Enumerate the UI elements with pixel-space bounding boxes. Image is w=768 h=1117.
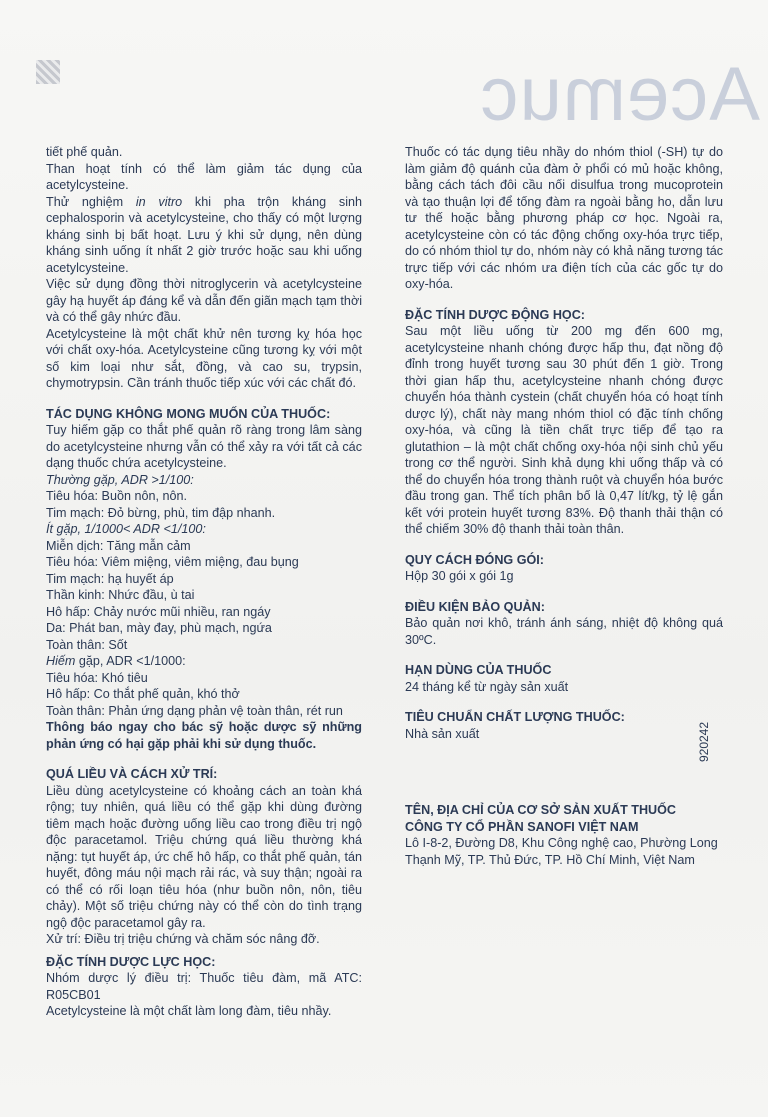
- print-mark-icon: [36, 60, 60, 84]
- pharmacodynamics-heading: ĐẶC TÍNH DƯỢC LỰC HỌC:: [46, 954, 216, 969]
- common-label: Thường gặp, ADR >1/100:: [46, 472, 194, 487]
- rare-item: Hô hấp: Co thắt phế quản, khó thở: [46, 687, 240, 701]
- side-effects-intro: Tuy hiếm gặp co thắt phế quản rõ ràng trong lâm sàng do acetylcysteine nhưng vẫn có thể xảy ra với tất cả các dạng thuốc chứa acetylcysteine.: [46, 423, 362, 470]
- interaction-intro-2: Than hoạt tính có thể làm giảm tác dụng của acetylcysteine.: [46, 161, 362, 192]
- manufacturer-name: CÔNG TY CỔ PHẦN SANOFI VIỆT NAM: [405, 819, 639, 834]
- uncommon-item: Da: Phát ban, mày đay, phù mạch, ngứa: [46, 621, 272, 635]
- packaging-text: Hộp 30 gói x gói 1g: [405, 569, 514, 583]
- manufacturer-heading: TÊN, ĐỊA CHỈ CỦA CƠ SỞ SẢN XUẤT THUỐC: [405, 803, 677, 817]
- interaction-intro-1: tiết phế quản.: [46, 145, 123, 159]
- overdose-paragraph: Liều dùng acetylcysteine có khoảng cách an toàn khá rộng; tuy nhiên, quá liều có thể gặp khi dùng đường tiêm mạch hoặc đường uống liều cao trong điều trị ngộ độc paracetamol. Triệu chứng quá liều thường khá nặng: tụt huyết áp, ức chế hô hấp, co thắt phế quản, tán huyết, đông máu nội mạch rải rác, và suy thận; ngoài ra có thể có rối loạn tiêu hóa (như buồn nôn, nôn, tiêu chảy). Một số triệu chứng này có thể còn do tình trạng ngộ độc paracetamol gây ra.: [46, 783, 362, 930]
- side-effects-heading: TÁC DỤNG KHÔNG MONG MUỐN CỦA THUỐC:: [46, 406, 331, 421]
- left-column: [46, 144, 362, 1020]
- rare-item: Toàn thân: Phản ứng dạng phản vệ toàn thân, rét run: [46, 703, 343, 718]
- rare-label: Hiếm gặp, ADR <1/1000:: [46, 654, 186, 668]
- quality-standard-heading: TIÊU CHUẨN CHẤT LƯỢNG THUỐC:: [405, 710, 625, 724]
- uncommon-item: Toàn thân: Sốt: [46, 637, 128, 652]
- brand-watermark: Acemuc: [479, 55, 760, 135]
- right-column: [405, 144, 723, 868]
- common-item: Tim mạch: Đỏ bừng, phù, tim đập nhanh.: [46, 505, 276, 520]
- storage-heading: ĐIỀU KIỆN BẢO QUẢN:: [405, 599, 545, 614]
- overdose-treatment: Xử trí: Điều trị triệu chứng và chăm sóc nâng đỡ.: [46, 932, 320, 946]
- mucolytic-paragraph: Thuốc có tác dụng tiêu nhầy do nhóm thiol (-SH) tự do làm giảm độ quánh của đàm ở phổi có mủ hoặc không, bằng cách tách đôi cầu nối disulfua trong mucoprotein và tạo thuận lợi để tống đàm ra ngoài bằng ho, dẫn lưu tư thế hoặc bằng phương pháp cơ học. Ngoài ra, acetylcysteine còn có tác động chống oxy-hóa trực tiếp, do có nhóm thiol tự do, nhóm này có khả năng tương tác trực tiếp với các nhóm ưa điện tích của các gốc tự do oxy-hóa.: [405, 145, 723, 291]
- nitroglycerin-paragraph: Việc sử dụng đồng thời nitroglycerin và acetylcysteine gây hạ huyết áp đáng kể và dẫn đến giãn mạch tạm thời và có thể gây nhức đầu.: [46, 277, 362, 324]
- uncommon-label: Ít gặp, 1/1000< ADR <1/100:: [46, 522, 206, 536]
- uncommon-item: Miễn dịch: Tăng mẫn cảm: [46, 538, 191, 553]
- packaging-heading: QUY CÁCH ĐÓNG GÓI:: [405, 552, 545, 567]
- uncommon-item: Hô hấp: Chảy nước mũi nhiều, ran ngáy: [46, 604, 271, 619]
- in-vitro-paragraph: Thử nghiệm in vitro khi pha trộn kháng sinh cephalosporin và acetylcysteine, cho thấy có một lượng kháng sinh bị bất hoạt. Lưu ý khi sử dụng, nên dùng kháng sinh uống ít nhất 2 giờ trước hoặc sau khi uống acetylcysteine.: [46, 194, 362, 275]
- pharmacodynamics-line: Acetylcysteine là một chất làm long đàm, tiêu nhầy.: [46, 1004, 332, 1018]
- reducer-paragraph: Acetylcysteine là một chất khử nên tương kỵ hóa học với chất oxy-hóa. Acetylcysteine cũng tương kỵ với một số kim loại như sắt, đồng, và cao su, trypsin, chymotrypsin. Cần tránh thuốc tiếp xúc với các chất đó.: [46, 326, 362, 390]
- manufacturer-address: Lô I-8-2, Đường D8, Khu Công nghệ cao, Phường Long Thạnh Mỹ, TP. Thủ Đức, TP. Hồ Chí Minh, Việt Nam: [405, 836, 718, 867]
- overdose-heading: QUÁ LIỀU VÀ CÁCH XỬ TRÍ:: [46, 767, 218, 781]
- rare-item: Tiêu hóa: Khó tiêu: [46, 670, 148, 685]
- uncommon-item: Tiêu hóa: Viêm miệng, viêm miệng, đau bụng: [46, 555, 299, 569]
- uncommon-item: Tim mạch: hạ huyết áp: [46, 571, 174, 586]
- uncommon-item: Thần kinh: Nhức đầu, ù tai: [46, 588, 195, 602]
- common-item: Tiêu hóa: Buồn nôn, nôn.: [46, 489, 187, 503]
- expiry-text: 24 tháng kể từ ngày sản xuất: [405, 679, 569, 694]
- expiry-heading: HẠN DÙNG CỦA THUỐC: [405, 663, 552, 677]
- quality-standard-text: Nhà sản xuất: [405, 726, 480, 741]
- pharmacokinetics-heading: ĐẶC TÍNH DƯỢC ĐỘNG HỌC:: [405, 307, 586, 322]
- pharmacodynamics-line: Nhóm dược lý điều trị: Thuốc tiêu đàm, mã ATC: R05CB01: [46, 971, 362, 1002]
- notify-doctor-note: Thông báo ngay cho bác sỹ hoặc dược sỹ những phản ứng có hại gặp phải khi sử dụng thuốc.: [46, 720, 362, 751]
- side-code: 920242: [697, 721, 711, 763]
- pharmacokinetics-paragraph: Sau một liều uống từ 200 mg đến 600 mg, acetylcysteine nhanh chóng được hấp thu, đạt nồng độ đỉnh trong huyết tương sau 30 phút đến 1 giờ. Trong thời gian hấp thu, acetylcysteine nhanh chóng được chuyển hóa thành cystein (chất chuyển hóa có hoạt tính dược lý), chất này mang nhóm thiol có đặc tính chống oxy-hóa, và cũng là tiền chất trực tiếp để tạo ra glutathion – là một chất chống oxy-hóa nội sinh chủ yếu trong cơ thể người. Sinh khả dụng khi uống thấp và có thể do chuyển hóa trong thành ruột và chuyển hóa bước đầu trong gan. Thể tích phân bố là 0,47 lít/kg, tỷ lệ gắn kết với protein huyết tương 83%. Độ thanh thải thận có thể chiếm 30% độ thanh thải toàn thân.: [405, 324, 723, 536]
- storage-text: Bảo quản nơi khô, tránh ánh sáng, nhiệt độ không quá 30ºC.: [405, 616, 723, 647]
